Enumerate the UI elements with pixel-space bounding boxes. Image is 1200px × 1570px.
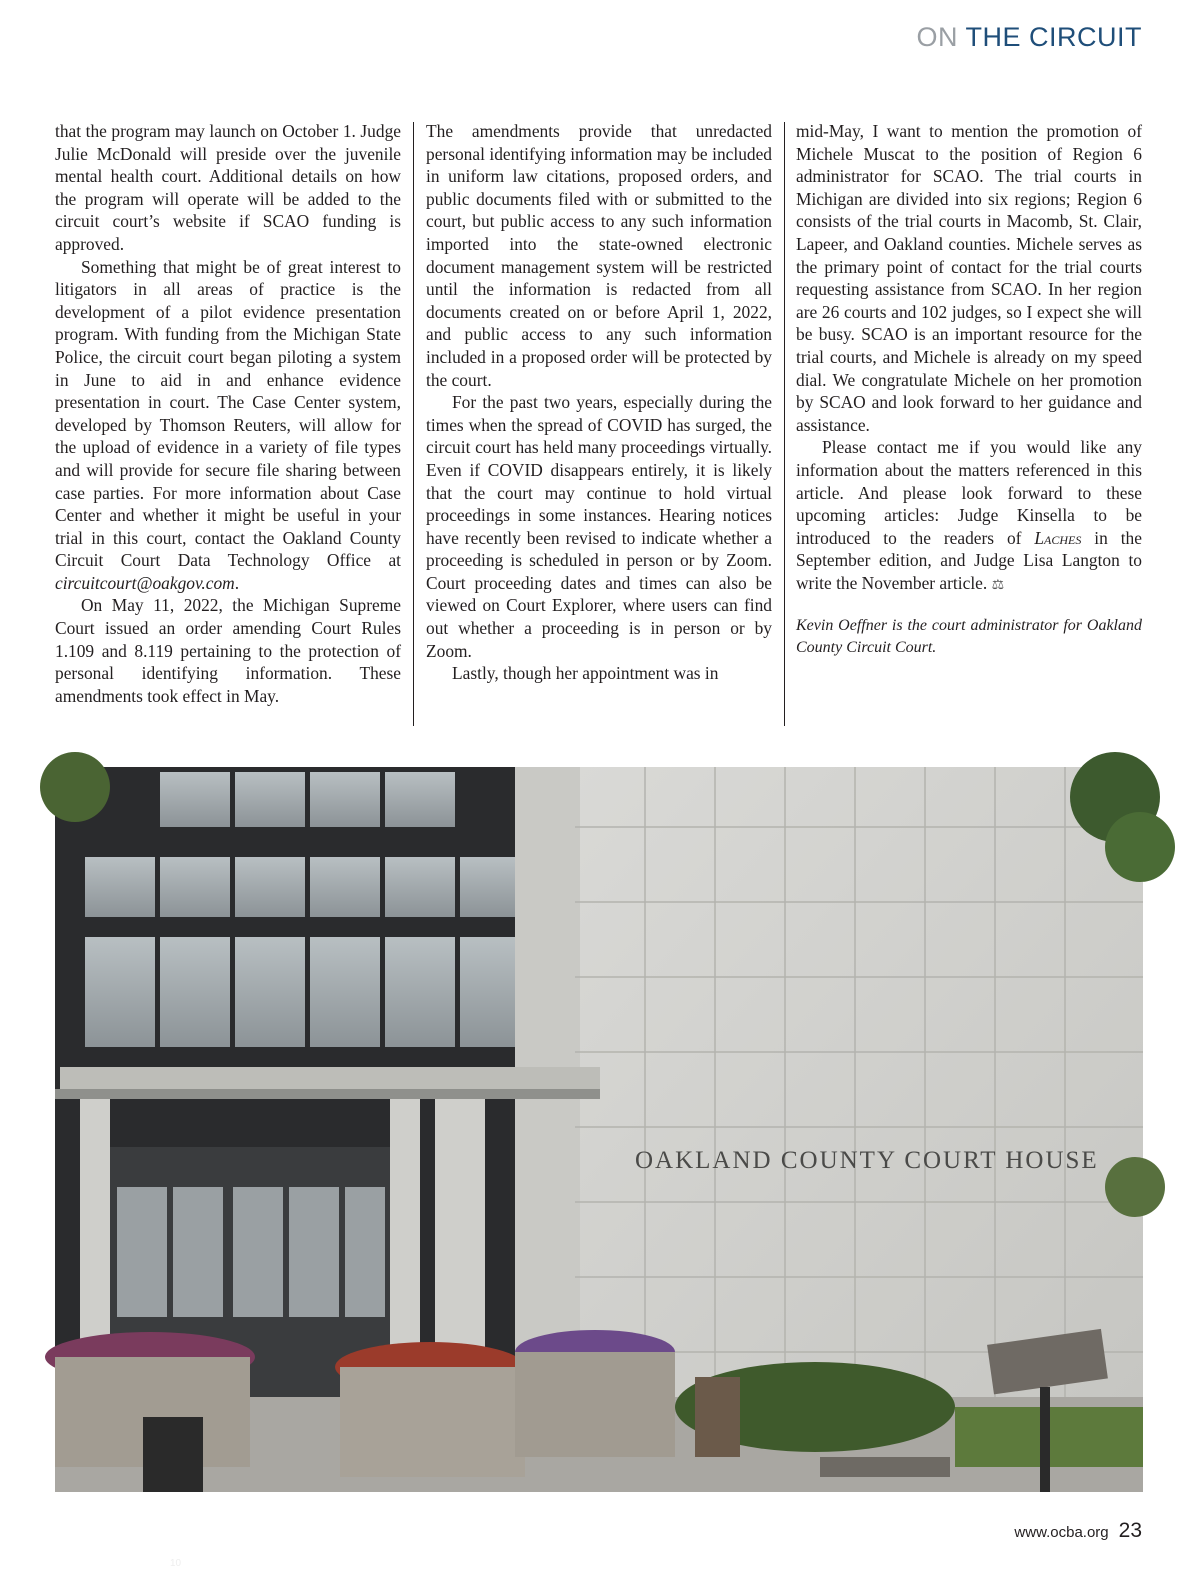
door-number: 10: [170, 1558, 182, 1569]
column-divider: [784, 122, 785, 726]
building-sign: OAKLAND COUNTY COURT HOUSE: [635, 1147, 1099, 1174]
article-column-2: [426, 120, 772, 685]
article-column-1: [55, 120, 401, 707]
paragraph-end: in the September edition, and Judge Lisa Langton to write the November article.: [796, 527, 1142, 593]
section-header: [916, 22, 1142, 53]
paragraph: On May 11, 2022, the Michigan Supreme Court issued an order amending Court Rules 1.109 and 8.119 pertaining to the protection of personal identifying information. These amendments took effect in May.: [55, 595, 401, 706]
paragraph: that the program may launch on October 1. Judge Julie McDonald will preside over the juvenile mental health court. Additional details on how the program will operate will be added to the circuit court’s website if SCAO funding is approved.: [55, 121, 401, 254]
page-footer: [1014, 1519, 1142, 1543]
column-divider: [413, 122, 414, 726]
paragraph: [796, 436, 1142, 597]
paragraph: For the past two years, especially during the times when the spread of COVID has surged, the circuit court has held many proceedings virtually. Even if COVID disappears entirely, it is likely that the court may continue to hold virtual proceedings in some instances. Hearing notices have recently been revised to indicate whether a proceeding is scheduled in person or by Zoom. Court proceeding dates and times can also be viewed on Court Explorer, where users can find out whether a proceeding is in person or by Zoom.: [426, 392, 772, 661]
article-column-3: [796, 120, 1142, 659]
paragraph: The amendments provide that unredacted personal identifying information may be included in uniform law citations, proposed orders, and public documents filed with or submitted to the court, but public access to any such information imported into the state-owned electronic document management system will be restricted until the information is redacted from all documents created on or before April 1, 2022, and public access to any such information included in a proposed order will be protected by the court.: [426, 121, 772, 390]
paragraph-text: Please contact me if you would like any information about the matters referenced in this article. And please look forward to these upcoming articles: Judge Kinsella to be introduced to the readers of: [796, 437, 1142, 548]
email-link[interactable]: circuitcourt@oakgov.com: [55, 572, 235, 593]
paragraph: Lastly, though her appointment was in: [452, 663, 719, 684]
author-byline: Kevin Oeffner is the court administrator for Oakland County Circuit Court.: [796, 617, 1142, 657]
publication-name: Laches: [1034, 527, 1082, 548]
section-name: THE CIRCUIT: [965, 22, 1142, 52]
website-url[interactable]: www.ocba.org: [1014, 1524, 1109, 1541]
section-prefix: ON: [916, 22, 958, 52]
paragraph-end: .: [234, 572, 240, 593]
page-number: 23: [1118, 1519, 1142, 1542]
paragraph-text: Something that might be of great interest to litigators in all areas of practice is the development of a pilot evidence presentation program. With funding from the Michigan State Police, the circuit court began piloting a system in June to aid in and enhance evidence presentation in court. The Case Center system, developed by Thomson Reuters, will allow for the upload of evidence in a variety of file types and will provide for secure file sharing between case parties. For more information about Case Center and whether it might be useful in your trial in this court, contact the Oakland County Circuit Court Data Technology Office at: [55, 256, 401, 571]
scales-of-justice-icon: ⚖: [991, 577, 1005, 593]
paragraph: [55, 256, 401, 595]
paragraph: mid-May, I want to mention the promotion of Michele Muscat to the position of Region 6 administrator for SCAO. The trial courts in Michigan are divided into six regions; Region 6 consists of the trial courts in Macomb, St. Clair, Lapeer, and Oakland counties. Michele serves as the primary point of contact for the trial courts requesting assistance from SCAO. In her region are 26 courts and 102 judges, so I expect she will be busy. SCAO is an important resource for the trial courts, and Michele is already on my speed dial. We congratulate Michele on her promotion by SCAO and look forward to her guidance and assistance.: [796, 121, 1142, 435]
